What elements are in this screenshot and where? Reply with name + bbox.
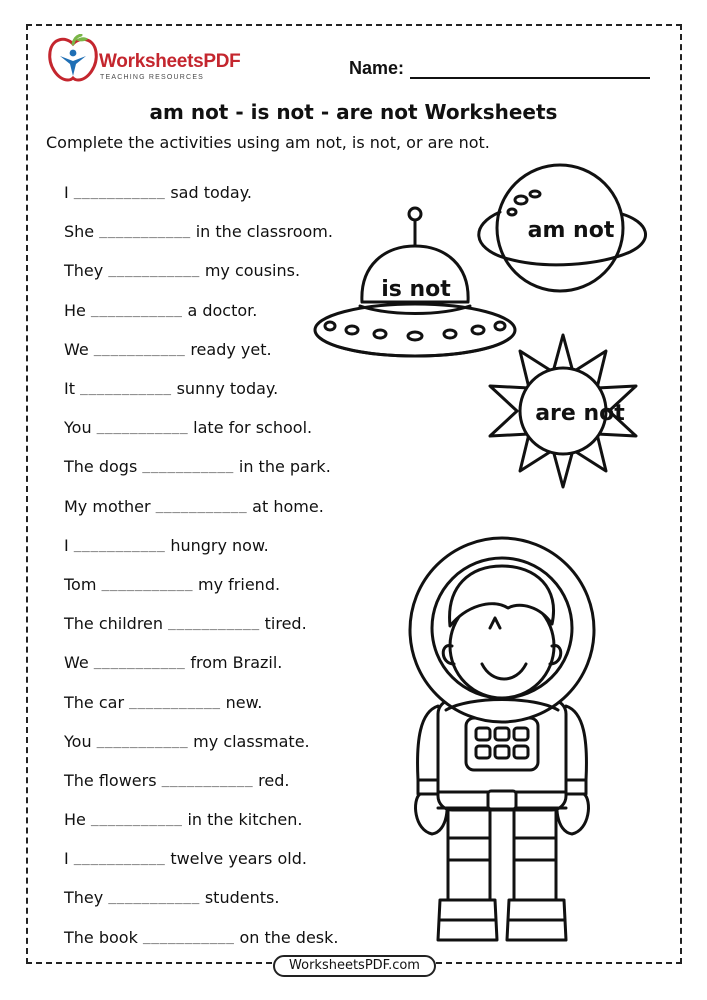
sentence-subject: She [64,222,95,242]
sentence-subject: You [64,418,92,438]
answer-blank[interactable]: ___________ [101,576,194,592]
astronaut-illustration [410,538,594,940]
sentence-subject: He [64,810,86,830]
answer-blank[interactable]: ___________ [73,185,166,201]
sentence-ending: from Brazil. [190,653,283,673]
sentence-subject: I [64,849,69,869]
sentence-ending: in the park. [238,457,331,477]
sentence-subject: Tom [64,574,97,594]
sentence-ending: in the classroom. [195,222,333,242]
answer-blank[interactable]: ___________ [90,812,183,828]
sentence-subject: The flowers [64,770,157,790]
sentence-ending: red. [258,770,290,790]
sentence-ending: ready yet. [190,339,272,359]
sentence-subject: We [64,339,89,359]
sentence-ending: tired. [264,614,307,634]
answer-blank[interactable]: ___________ [93,655,186,671]
sentence-ending: students. [204,888,280,908]
sentence-subject: They [64,261,104,281]
answer-blank[interactable]: ___________ [80,381,172,397]
sentence-ending: sad today. [170,183,252,203]
answer-blank[interactable]: ___________ [129,694,221,710]
sentence-subject: He [64,300,86,320]
sentence-subject: The car [64,692,125,712]
logo-subtitle: TEACHING RESOURCES [100,74,205,81]
sentence-ending: sunny today. [176,379,279,399]
answer-blank[interactable]: ___________ [155,498,248,514]
footer-website-link[interactable]: WorksheetsPDF.com [273,955,436,977]
ufo-label: is not [381,277,451,302]
answer-blank[interactable]: ___________ [142,929,235,945]
sentence-subject: The book [64,927,138,947]
instructions: Complete the activities using am not, is not, or are not. [46,133,490,152]
logo-text: WorksheetsPDF [99,51,241,72]
sentence-subject: They [64,888,104,908]
worksheet-title: am not - is not - are not Worksheets [149,100,558,124]
sentence-subject: My mother [64,496,151,516]
answer-blank[interactable]: ___________ [73,537,166,553]
answer-blank[interactable]: ___________ [73,851,166,867]
sentence-ending: my cousins. [204,261,301,281]
sentence-subject: The children [64,614,164,634]
sentence-ending: late for school. [193,418,313,438]
sentence-subject: It [64,379,75,399]
planet-label: am not [527,218,615,243]
answer-blank[interactable]: ___________ [93,341,186,357]
answer-blank[interactable]: ___________ [108,890,200,906]
sentence-ending: my classmate. [193,731,310,751]
answer-blank[interactable]: ___________ [99,224,191,240]
sentence-ending: in the kitchen. [187,810,303,830]
name-label: Name: [349,58,405,78]
sentence-subject: You [64,731,92,751]
answer-blank[interactable]: ___________ [90,302,183,318]
sentence-subject: We [64,653,89,673]
answer-blank[interactable]: ___________ [161,772,254,788]
sentence-subject: I [64,183,69,203]
answer-blank[interactable]: ___________ [168,616,260,632]
sun-label: are not [535,401,625,426]
sentence-ending: twelve years old. [170,849,307,869]
sentence-ending: hungry now. [170,535,269,555]
sentence-subject: The dogs [64,457,138,477]
answer-blank[interactable]: ___________ [96,420,189,436]
sentence-ending: new. [225,692,263,712]
sentence-ending: a doctor. [187,300,258,320]
answer-blank[interactable]: ___________ [108,263,200,279]
answer-blank[interactable]: ___________ [96,733,189,749]
sentence-ending: on the desk. [239,927,339,947]
sentence-ending: my friend. [198,574,281,594]
sentence-subject: I [64,535,69,555]
sentence-ending: at home. [252,496,324,516]
answer-blank[interactable]: ___________ [142,459,234,475]
